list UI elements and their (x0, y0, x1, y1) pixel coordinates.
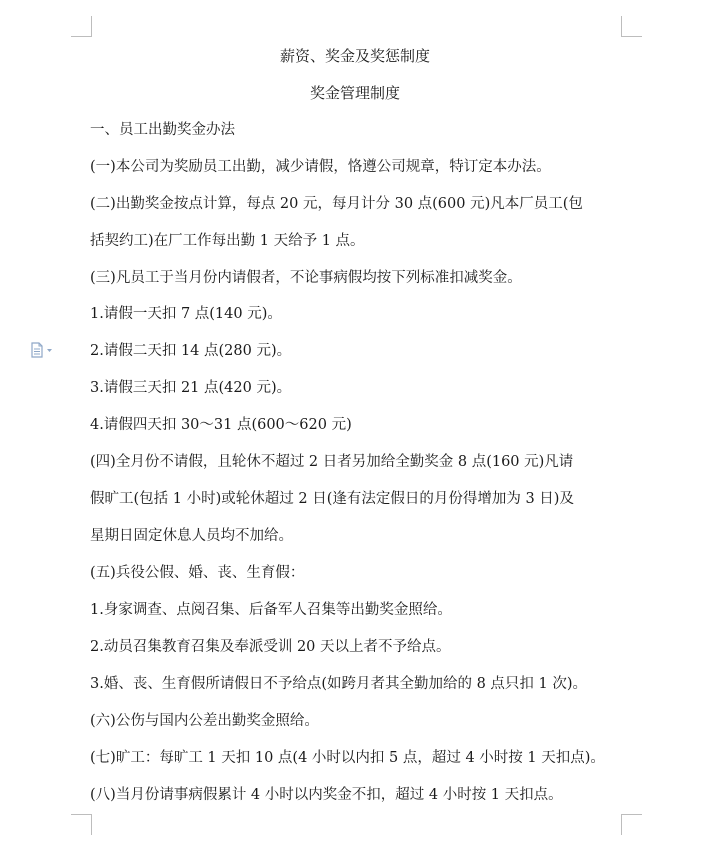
paragraph-line: 3.请假三天扣 21 点(420 元)。 (90, 380, 292, 396)
paragraph-line: 3.婚、丧、生育假所请假日不予给点(如跨月者其全勤加给的 8 点只扣 1 次)。 (90, 676, 588, 692)
paragraph-line: 括契约工)在厂工作每出勤 1 天给予 1 点。 (90, 233, 365, 249)
paragraph-line: 假旷工(包括 1 小时)或轮休超过 2 日(逢有法定假日的月份得增加为 3 日)及 (90, 491, 574, 507)
paragraph-line: (五)兵役公假、婚、丧、生育假： (90, 565, 305, 581)
section-heading: 一、员工出勤奖金办法 (90, 122, 235, 138)
paragraph-layout-icon[interactable] (30, 342, 56, 358)
document-title: 薪资、奖金及奖惩制度 (279, 47, 430, 65)
paragraph-line: 1.身家调查、点阅召集、后备军人召集等出勤奖金照给。 (90, 602, 452, 618)
crop-mark-top-left (71, 16, 92, 37)
crop-mark-bottom-right (621, 814, 642, 835)
paragraph-line: (三)凡员工于当月份内请假者，不论事病假均按下列标准扣减奖金。 (90, 270, 522, 286)
paragraph-line: (四)全月份不请假，且轮休不超过 2 日者另加给全勤奖金 8 点(160 元)凡请 (90, 454, 574, 470)
paragraph-line: 2.动员召集教育召集及奉派受训 20 天以上者不予给点。 (90, 639, 451, 655)
paragraph-line: (七)旷工：每旷工 1 天扣 10 点(4 小时以内扣 5 点，超过 4 小时按 1 天扣点)。 (90, 750, 605, 766)
paragraph-line: (二)出勤奖金按点计算，每点 20 元，每月计分 30 点(600 元)凡本厂员工(包 (90, 196, 583, 212)
paragraph-line: (一)本公司为奖励员工出勤，减少请假，恪遵公司规章，特订定本办法。 (90, 159, 551, 175)
paragraph-line: (六)公伤与国内公差出勤奖金照给。 (90, 713, 319, 729)
paragraph-line: 2.请假二天扣 14 点(280 元)。 (90, 343, 292, 359)
crop-mark-bottom-left (71, 814, 92, 835)
paragraph-line: 1.请假一天扣 7 点(140 元)。 (90, 306, 282, 322)
paragraph-line: 4.请假四天扣 30～31 点(600～620 元) (90, 417, 352, 433)
document-subtitle: 奖金管理制度 (309, 84, 400, 102)
paragraph-line: (八)当月份请事病假累计 4 小时以内奖金不扣，超过 4 小时按 1 天扣点。 (90, 787, 563, 803)
paragraph-line: 星期日固定休息人员均不加给。 (90, 528, 293, 544)
crop-mark-top-right (621, 16, 642, 37)
